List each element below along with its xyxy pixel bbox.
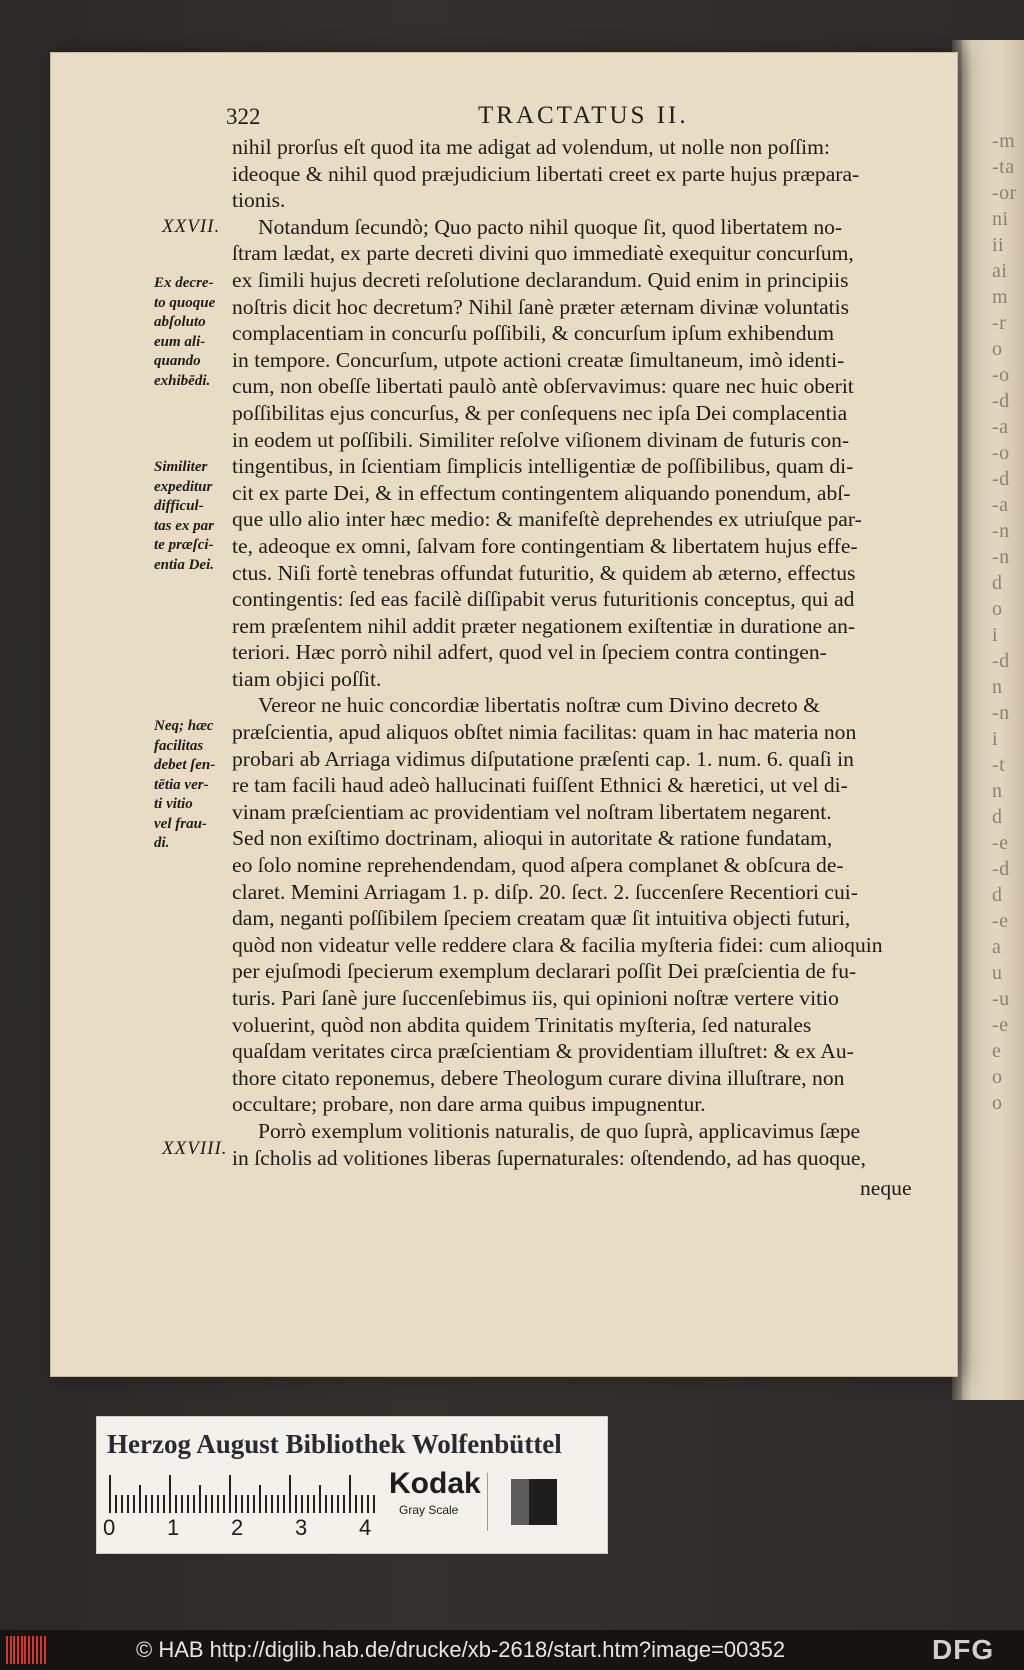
ruler-tick: [169, 1475, 171, 1513]
barcode-stripe: [24, 1636, 26, 1664]
copyright-url[interactable]: © HAB http://diglib.hab.de/drucke/xb-2618/start.htm?image=00352: [136, 1637, 786, 1662]
measurement-ruler: [109, 1475, 379, 1513]
facing-page-fragment: -m: [992, 130, 1016, 152]
marginal-note-line: facilitas: [154, 737, 204, 754]
ruler-tick: [247, 1495, 249, 1513]
ruler-tick: [253, 1495, 255, 1513]
ruler-tick: [139, 1485, 141, 1513]
facing-page-fragment: a: [992, 936, 1002, 958]
gray-scale-label: Gray Scale: [399, 1503, 459, 1517]
marginal-note-line: ti vitio: [154, 796, 193, 812]
text-line: per ejuſmodi ſpecierum exemplum declarari poſſit Dei præſcientia de fu-: [232, 959, 857, 984]
ruler-tick: [349, 1475, 351, 1513]
text-line: cit ex parte Dei, & in effectum contingentem aliquando ponendum, abſ-: [232, 480, 851, 505]
text-line: rem præſentem nihil addit præter negationem exiſtentiæ in duratione an-: [232, 613, 856, 638]
text-line: eo ſolo nomine reprehendendam, quod aſpera complanet & obſcura de-: [232, 853, 844, 878]
text-line: Porrò exemplum volitionis naturalis, de quo ſuprà, applicavimus ſæpe: [258, 1118, 861, 1143]
ruler-tick: [223, 1495, 225, 1513]
ruler-tick: [121, 1495, 123, 1513]
ruler-tick: [277, 1495, 279, 1513]
facing-page-fragment: d: [992, 806, 1003, 828]
facing-page-fragment: o: [992, 1092, 1003, 1114]
marginal-note: [154, 717, 234, 854]
facing-page-fragment: -d: [992, 468, 1010, 490]
dfg-logo: DFG: [932, 1634, 995, 1665]
facing-page-fragment: -d: [992, 650, 1010, 672]
text-line: ideoque & nihil quod præjudicium libertati creet ex parte hujus præpara-: [232, 161, 860, 186]
ruler-tick: [163, 1495, 165, 1513]
text-line: noſtris dicit hoc decretum? Nihil ſanè præter æternam divinæ voluntatis: [232, 294, 850, 319]
facing-page-fragment: -n: [992, 546, 1010, 568]
facing-page-fragment: -r: [992, 312, 1007, 334]
ruler-tick: [193, 1495, 195, 1513]
text-line: voluerint, quòd non abdita quidem Trinitatis myſteria, ſed naturales: [232, 1012, 812, 1037]
ruler-tick: [187, 1495, 189, 1513]
facing-page-fragment: -n: [992, 702, 1010, 724]
marginal-note-line: Similiter: [154, 459, 208, 475]
facing-page-fragment: -d: [992, 390, 1010, 412]
marginal-note: [154, 274, 234, 391]
facing-page-fragment: m: [992, 286, 1009, 308]
text-line: turis. Pari ſanè jure ſuccenſebimus iis, qui opinioni noſtræ vertere vitio: [232, 986, 839, 1010]
ruler-label: 2: [231, 1515, 244, 1540]
text-line: probari ab Arriaga vidimus diſputatione præſenti cap. 1. num. 6. quaſi in: [232, 746, 854, 771]
text-line: quaſdam veritates circa præſcientiam & providentiam illuſtret: & ex Au-: [232, 1039, 854, 1064]
ruler-tick: [127, 1495, 129, 1513]
marginal-note-line: Ex decre-: [154, 275, 214, 291]
catchword: neque: [860, 1176, 912, 1200]
marginal-note-line: eum ali-: [154, 333, 206, 350]
facing-page-fragment: i: [992, 728, 999, 750]
running-title: TRACTATUS II.: [478, 102, 689, 129]
ruler-tick: [361, 1495, 363, 1513]
facing-page-fragment: -a: [992, 416, 1009, 438]
ruler-tick: [343, 1495, 345, 1513]
facing-page-fragment: o: [992, 598, 1003, 620]
barcode-stripe: [44, 1636, 46, 1664]
ruler-tick: [283, 1495, 285, 1513]
text-line: præſcientia, apud aliquos obſtet nimia facilitas: quam in hac materia non: [232, 720, 857, 745]
text-line: poſſibilitas ejus concurſus, & per conſequens nec ipſa Dei complacentia: [232, 400, 848, 425]
color-calibration-card: [96, 1416, 608, 1554]
ruler-tick: [181, 1495, 183, 1513]
marginal-note-line: difficul-: [154, 498, 204, 514]
marginal-note-line: tas ex par: [154, 517, 214, 534]
facing-page-fragment: d: [992, 884, 1003, 906]
ruler-tick: [151, 1495, 153, 1513]
ruler-tick: [157, 1495, 159, 1513]
text-line: re tam facili haud adeò hallucinati fuiſſent Ethnici & hæretici, ut vel di-: [232, 773, 848, 798]
ruler-tick: [355, 1495, 357, 1513]
section-number: XXVIII.: [162, 1138, 228, 1159]
ruler-label: 3: [295, 1515, 308, 1540]
facing-page-fragment: ai: [992, 260, 1008, 282]
text-line: nihil prorſus eſt quod ita me adigat ad volendum, ut nolle non poſſim:: [232, 135, 830, 159]
hab-barcode-icon: [6, 1636, 48, 1664]
text-line: Notandum ſecundò; Quo pacto nihil quoque ſit, quod libertatem no-: [258, 214, 843, 239]
marginal-note-line: to quoque: [154, 294, 216, 311]
text-line: Sed non exiſtimo doctrinam, alioqui in autoritate & ratione fundatam,: [232, 826, 833, 851]
ruler-tick: [109, 1475, 111, 1513]
facing-page-fragment: -o: [992, 364, 1010, 386]
barcode-stripe: [32, 1636, 34, 1664]
facing-page-fragment: o: [992, 338, 1003, 360]
facing-page-fragment: -e: [992, 910, 1009, 932]
ruler-tick: [265, 1495, 267, 1513]
barcode-stripe: [13, 1636, 15, 1664]
ruler-tick: [271, 1495, 273, 1513]
marginal-note-line: vel frau-: [154, 815, 207, 832]
text-line: te, adeoque ex omni, ſalvam fore contingentiam & libertatem hujus effe-: [232, 533, 858, 558]
text-line: teriori. Hæc porrò nihil adfert, quod vel in ſpeciem contra contingen-: [232, 640, 827, 665]
facing-page-fragment: -n: [992, 520, 1010, 542]
barcode-stripe: [21, 1636, 23, 1664]
page-number: 322: [226, 104, 261, 129]
ruler-tick: [235, 1495, 237, 1513]
text-line: tingentibus, in ſcientiam ſimplicis intelligentiæ de poſſibilibus, quam di-: [232, 454, 854, 479]
facing-page-fragment: -u: [992, 988, 1010, 1010]
marginal-note-line: expeditur: [154, 478, 213, 495]
ruler-tick: [229, 1475, 231, 1513]
ruler-labels: [103, 1515, 403, 1541]
text-line: quòd non videatur velle reddere clara & facilia myſteria fidei: cum alioquin: [232, 932, 883, 957]
ruler-tick: [115, 1495, 117, 1513]
ruler-tick: [175, 1495, 177, 1513]
text-line: ctus. Niſi fortè tenebras offundat futuritio, & quidem ab æterno, effectus: [232, 560, 856, 585]
ruler-tick: [367, 1495, 369, 1513]
text-line: in ſcholis ad volitiones liberas ſupernaturales: oſtendendo, ad has quoque,: [232, 1145, 866, 1170]
ruler-tick: [205, 1495, 207, 1513]
text-line: ſtram lædat, ex parte decreti divini quo immediatè exequitur concurſum,: [232, 241, 854, 266]
facing-page-fragment: -t: [992, 754, 1006, 776]
marginal-note-line: tētia ver-: [154, 776, 209, 793]
ruler-tick: [295, 1495, 297, 1513]
facing-page-fragment: -o: [992, 442, 1010, 464]
ruler-tick: [211, 1495, 213, 1513]
ruler-tick: [313, 1495, 315, 1513]
text-line: ex ſimili hujus decreti reſolutione declarandum. Quid enim in principiis: [232, 267, 849, 292]
facing-page-fragment: -e: [992, 1014, 1009, 1036]
text-line: thore citato reponemus, debere Theologum curare divina illuſtrare, non: [232, 1065, 845, 1090]
ruler-tick: [199, 1485, 201, 1513]
ruler-label: 1: [167, 1515, 180, 1540]
section-number: XXVII.: [162, 216, 221, 237]
facing-page-fragment: ni: [992, 208, 1009, 230]
marginal-note-line: Neq; hæc: [154, 718, 214, 734]
text-line: Vereor ne huic concordiæ libertatis noſtræ cum Divino decreto &: [258, 693, 820, 718]
marginal-note-line: debet ſen-: [154, 757, 216, 773]
facing-page-fragment: ii: [992, 234, 1005, 256]
ruler-tick: [325, 1495, 327, 1513]
text-line: occultare; probare, non dare arma quibus impugnentur.: [232, 1092, 706, 1117]
marginal-note-line: di.: [154, 835, 170, 851]
ruler-tick: [289, 1475, 291, 1513]
text-line: claret. Memini Arriagam 1. p. diſp. 20. ſect. 2. ſuccenſere Recentiori cui-: [232, 879, 858, 904]
barcode-stripe: [10, 1636, 12, 1664]
ruler-tick: [307, 1495, 309, 1513]
ruler-tick: [373, 1495, 375, 1513]
text-line: in eodem ut poſſibili. Similiter reſolve viſionem divinam de futuris con-: [232, 427, 850, 452]
card-divider: [487, 1473, 488, 1531]
ruler-tick: [145, 1495, 147, 1513]
ruler-tick: [337, 1495, 339, 1513]
marginal-note-line: entia Dei.: [154, 556, 214, 573]
facing-page-fragment: d: [992, 572, 1003, 594]
institution-name: Herzog August Bibliothek Wolfenbüttel: [107, 1429, 562, 1459]
text-line: que ullo alio inter hæc medio: & manifeſtè deprehendes ex utriuſque par-: [232, 507, 862, 532]
marginal-note: [154, 458, 234, 575]
marginal-note-line: te præſci-: [154, 537, 214, 553]
facing-page-fragment: u: [992, 962, 1003, 984]
facing-page-fragment: -ta: [992, 156, 1015, 178]
running-head: [226, 102, 926, 136]
text-line: vinam præſcientiam ac providentiam vel noſtram libertatem negarent.: [232, 799, 832, 824]
ruler-tick: [241, 1495, 243, 1513]
kodak-logo: Kodak: [389, 1467, 481, 1500]
barcode-stripe: [40, 1636, 42, 1664]
marginal-note-line: abſoluto: [154, 314, 206, 330]
ruler-tick: [133, 1495, 135, 1513]
facing-page-fragment: -a: [992, 494, 1009, 516]
text-line: tiam objici poſſit.: [232, 666, 382, 691]
marginal-note-line: quando: [154, 353, 201, 369]
text-line: cum, non obeſſe libertati paulò antè obſervavimus: quare nec huic oberit: [232, 374, 854, 399]
barcode-stripe: [17, 1636, 19, 1664]
ruler-tick: [259, 1485, 261, 1513]
ruler-tick: [217, 1495, 219, 1513]
ruler-label: 0: [103, 1515, 116, 1540]
text-line: complacentiam in concurſu poſſibili, & concurſum ipſum exhibendum: [232, 321, 835, 346]
facing-page-fragment: i: [992, 624, 999, 646]
barcode-stripe: [28, 1636, 30, 1664]
facing-page-fragment: -or: [992, 182, 1017, 204]
text-line: tionis.: [232, 188, 286, 213]
facing-page-fragment: n: [992, 676, 1003, 698]
barcode-stripe: [36, 1636, 38, 1664]
ruler-tick: [319, 1485, 321, 1513]
facing-page-fragment: o: [992, 1066, 1003, 1088]
facing-page-fragment: -d: [992, 858, 1010, 880]
facing-page-edge: [960, 40, 1024, 1400]
barcode-stripe: [6, 1636, 8, 1664]
ruler-label: 4: [359, 1515, 372, 1540]
gray-scale-patch: [511, 1479, 557, 1525]
facing-page-fragment: -e: [992, 832, 1009, 854]
marginal-note-line: exhibēdi.: [154, 372, 211, 389]
ruler-tick: [301, 1495, 303, 1513]
text-line: in tempore. Concurſum, utpote actioni creatæ ſimultaneum, imò identi-: [232, 347, 845, 372]
body-text: [232, 134, 922, 1171]
text-line: dam, neganti poſſibilem ſpeciem creatam quæ ſit intuitiva objecti futuri,: [232, 906, 851, 931]
facing-page-fragment: e: [992, 1040, 1002, 1062]
facing-page-fragment: n: [992, 780, 1003, 802]
text-line: contingentis: ſed eas facilè diſſipabit verus futuritionis conceptus, qui ad: [232, 587, 855, 612]
ruler-tick: [331, 1495, 333, 1513]
